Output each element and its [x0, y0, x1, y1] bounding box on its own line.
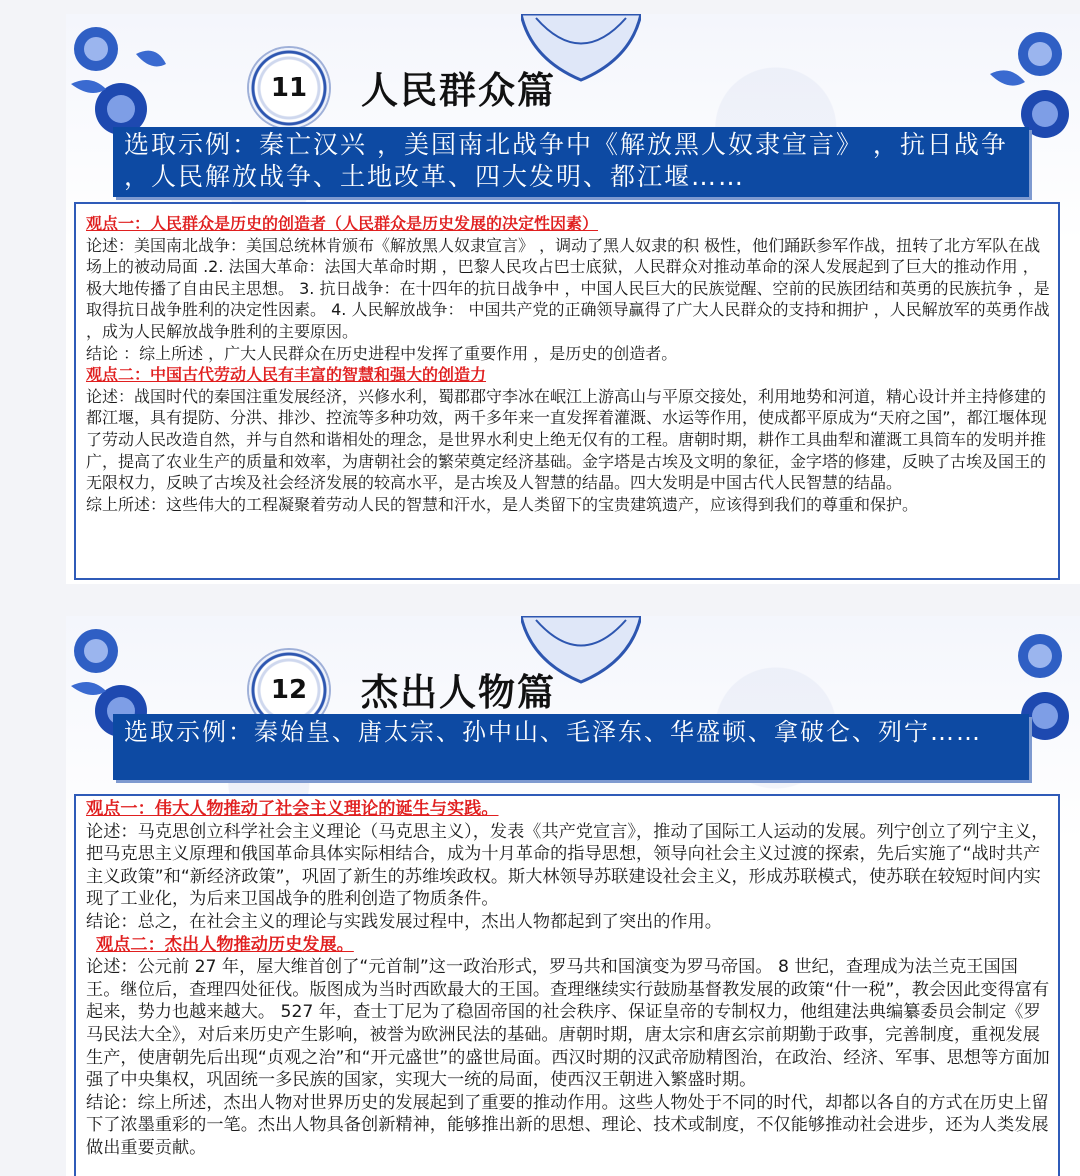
point-one-argument: 论述：马克思创立科学社会主义理论（马克思主义），发表《共产党宣言》，推动了国际工人运动的发展。列宁创立了列宁主义，把马克思主义原理和俄国革命具体实际相结合，成为十月革命的指导思想，领导向社会主义过渡的探索，先后实施了“战时共产主义政策”和“新经济政策”，巩固了新生的苏维埃政权。斯大林领导苏联建设社会主义，形成苏联模式，使苏联在较短时间内实现了工业化，为后来卫国战争的胜利创造了物质条件。 — [86, 821, 1049, 910]
examples-banner: 选取示例：秦亡汉兴 ，美国南北战争中《解放黑人奴隶宣言》 ，抗日战争 ，人民解放战争、土地改革、四大发明、都江堰…… — [113, 127, 1029, 197]
point-one-title: 观点一：人民群众是历史的创造者（人民群众是历史发展的决定性因素） — [86, 214, 599, 233]
point-two-conclusion: 结论：综上所述，杰出人物对世界历史的发展起到了重要的推动作用。这些人物处于不同的时代，却都以各自的方式在历史上留下了浓墨重彩的一笔。杰出人物具备创新精神，能够推出新的思想、理论、技术或制度，不仅能够推动社会进步，还为人类发展做出重要贡献。 — [86, 1092, 1049, 1158]
slide-12 — [66, 616, 1080, 1176]
section-title: 人民群众篇 — [361, 69, 556, 112]
section-title: 杰出人物篇 — [361, 671, 556, 714]
point-two-title: 观点二：中国古代劳动人民有丰富的智慧和强大的创造力 — [86, 365, 487, 385]
point-one-argument: 论述：美国南北战争：美国总统林肯颁布《解放黑人奴隶宣言》 ，调动了黑人奴隶的积 极性，他们踊跃参军作战，扭转了北方军队在战场上的被动局面 .2. 法国大革命：法国大革命时期 ，巴黎人民攻占巴士底狱，人民群众对推动革命的深人发展起到了巨大的推动作用 ，极大地传播了自由民主思想。 3. 抗日战争：在十四年的抗日战争中 ，中国人民巨大的民族觉醒、空前的民族团结和英勇的民族抗争 ，是取得抗日战争胜利的决定性因素。 4. 人民解放战争： 中国共产党的正确领导赢得了广大人民群众的支持和拥护 ，人民解放军的英勇作战 ，成为人民解放战争胜利的主要原因。 — [86, 235, 1050, 341]
content-box — [74, 202, 1060, 580]
point-two-argument: 论述：公元前 27 年，屋大维首创了“元首制”这一政治形式，罗马共和国演变为罗马帝国。 8 世纪，查理成为法兰克王国国王。继位后，查理四处征伐。版图成为当时西欧最大的王国。查理继续实行鼓励基督教发展的政策“什一税”，教会因此变得富有起来，势力也越来越大。 527 年，查士丁尼为了稳固帝国的社会秩序、保证皇帝的专制权力，他组建法典编纂委员会制定《罗马民法大全》，对后来历史产生影响，被誉为欧洲民法的基础。唐朝时期，唐太宗和唐玄宗前期勤于政事，完善制度，重视发展生产，使唐朝先后出现“贞观之治”和“开元盛世”的盛世局面。西汉时期的汉武帝励精图治，在政治、经济、军事、思想等方面加强了中央集权，巩固统一多民族的国家，实现大一统的局面，使西汉王朝进入繁盛时期。 — [86, 957, 1050, 1091]
examples-banner: 选取示例：秦始皇、唐太宗、孙中山、毛泽东、华盛顿、拿破仑、列宁…… — [113, 714, 1029, 780]
section-number-badge: 12 — [249, 650, 329, 730]
blue-flower-decoration-icon — [970, 14, 1080, 144]
section-number-badge: 11 — [249, 48, 329, 128]
content-box — [74, 794, 1060, 1176]
point-two-argument: 论述：战国时代的秦国注重发展经济，兴修水利，蜀郡郡守李冰在岷江上游高山与平原交接处，利用地势和河道，精心设计并主持修建的都江堰，具有提防、分洪、排沙、控流等多种功效，两千多年来一直发挥着灌溉、水运等作用，使成都平原成为“天府之国”，都江堰体现了劳动人民改造自然，并与自然和谐相处的理念，是世界水利史上绝无仅有的工程。唐朝时期，耕作工具曲犁和灌溉工具筒车的发明并推广，提高了农业生产的质量和效率，为唐朝社会的繁荣奠定经济基础。金字塔是古埃及文明的象征，金字塔的修建，反映了古埃及国王的无限权力，反映了古埃及社会经济发展的较高水平，是古埃及人智慧的结晶。四大发明是中国古代人民智慧的结晶。 — [86, 386, 1047, 493]
point-two-conclusion: 综上所述：这些伟大的工程凝聚着劳动人民的智慧和汗水，是人类留下的宝贵建筑遗产，应该得到我们的尊重和保护。 — [86, 494, 919, 514]
point-one-conclusion: 结论：总之，在社会主义的理论与实践发展过程中，杰出人物都起到了突出的作用。 — [86, 911, 722, 932]
blue-flower-decoration-icon — [66, 14, 176, 144]
point-one-title: 观点一：伟大人物推动了社会主义理论的诞生与实践。 — [86, 799, 499, 819]
slide-11 — [66, 14, 1080, 584]
point-one-conclusion: 结论 ：综上所述 ，广大人民群众在历史进程中发挥了重要作用 ，是历史的创造者。 — [86, 343, 678, 363]
point-two-title: 观点二：杰出人物推动历史发展。 — [96, 934, 354, 955]
